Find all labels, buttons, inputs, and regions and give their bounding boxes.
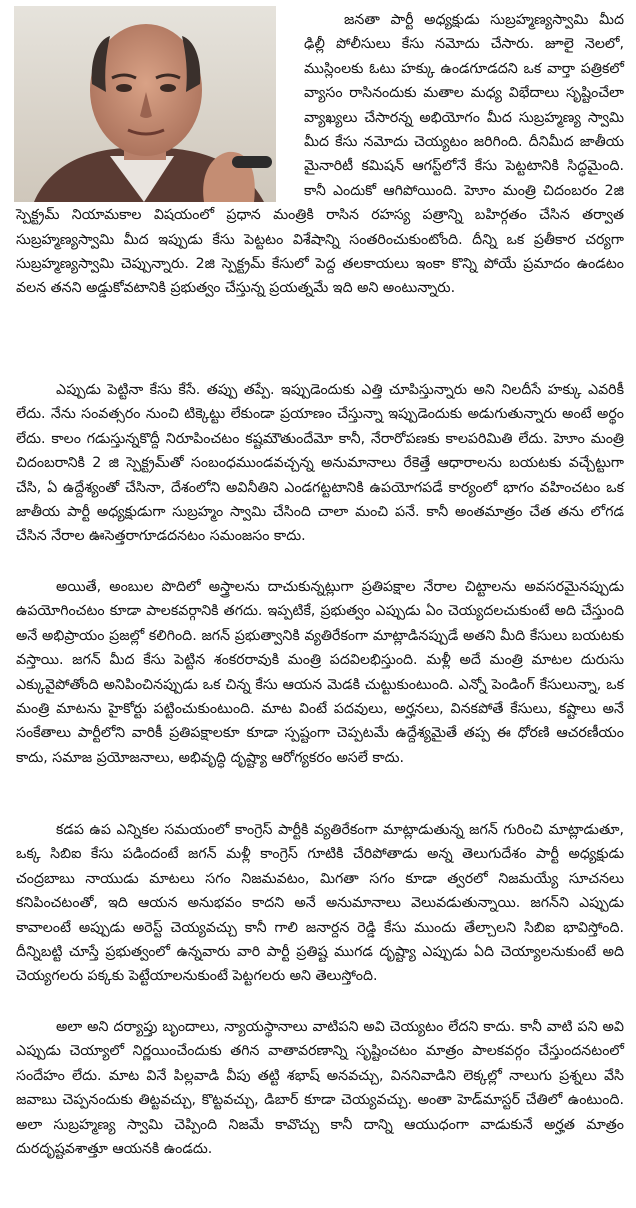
- paragraph-1-text: జనతా పార్టీ అధ్యక్షుడు సుబ్రహ్మణ్యస్వామి మీద ఢిల్లీ పోలీసులు కేసు నమోదు చేసారు. జూలై నెలలో, ముస్లింలకు ఓటు హక్కు ఉండగూడదని ఒక వార్తా పత్రికలో వ్యాసం రాసినందుకు మతాల మధ్య విభేదాలు సృష్టించేలా వ్యాఖ్యలు చేసారన్న అభియోగం మీద సుబ్రహ్మణ్య స్వామి మీద కేసు నమోదు చెయ్యటం జరిగింది. దీనిమీద జాతీయ మైనారిటీ కమిషన్ ఆగస్ట్‌లోనే కేసు పెట్టటానికి సిద్ధమైంది. కానీ ఎందుకో ఆగిపోయింది. హెూం మంత్రి చిదంబరం 2జి స్పెక్ట్రమ్ నియామకాల విషయంలో ప్రధాన మంత్రికి రాసిన రహస్య పత్రాన్ని బహిర్గతం చేసిన తర్వాత సుబ్రహ్మణ్యస్వామి మీద ఇప్పుడు కేసు పెట్టటం విశేషాన్ని సంతరించుకుంటోంది. దీన్ని ఒక ప్రతీకార చర్యగా సుబ్రహ్మణ్యస్వామి చెప్పున్నారు. 2జి స్పెక్ట్రమ్ కేసులో పెద్ద తలకాయలు ఇంకా కొన్ని పోయే ప్రమాదం ఉండటం వలన తనని అడ్డుకోవటానికి ప్రభుత్వం చేస్తున్న ప్రయత్నమే ఇది అని అంటున్నారు.: [16, 12, 624, 297]
- photo-text-wrap: [16, 8, 304, 192]
- paragraph-3-text: అయితే, అంబుల పొదిలో అస్త్రాలను దాచుకున్నట్లుగా ప్రతిపక్షాల నేరాల చిట్టాలను అవసరమైనప్పుడు ఉపయోగించటం కూడా పాలకవర్గానికి తగదు. ఇప్పటికే, ప్రభుత్వం ఎప్పుడు ఏం చెయ్యదలచుకుంటే అది చేస్తుంది అనే అభిప్రాయం ప్రజల్లో కలిగింది. జగన్ ప్రభుత్వానికి వ్యతిరేకంగా మాట్లాడినప్పుడే అతని మీది కేసులు బయటకు వస్తాయి. జగన్ మీద కేసు పెట్టిన శంకరరావుకి మంత్రి పదవిలభిస్తుంది. మళ్లీ అదే మంత్రి మాటల దురుసు ఎక్కువైపోతోంది అనిపించినప్పుడు ఒక చిన్న కేసు ఆయన మెడకి చుట్టుకుంటుంది. ఎన్నో పెండింగ్ కేసులున్నా, ఒక మంత్రి మాటను హైకోర్టు పట్టించుకుంటుంది. మాట వింటే పదవులు, అర్హనలు, వినకపోతే కేసులు, కష్టాలు అనే సంకేతాలు పార్టీలోని వారికీ ప్రతిపక్షాలకూ కూడా స్పష్టంగా చెప్పటమే ఉద్దేశ్యమైతే తప్ప ఈ ధోరణి ఆచరణీయం కాదు, సమాజ ప్రయోజనాలు, అభివృద్ధి దృష్ట్యా ఆరోగ్యకరం అసలే కాదు.: [16, 579, 624, 766]
- paragraph-5: [16, 1015, 624, 1161]
- paragraph-3: [16, 575, 624, 770]
- paragraph-1: [16, 8, 624, 301]
- paragraph-4: [16, 818, 624, 989]
- paragraph-4-text: కడప ఉప ఎన్నికల సమయంలో కాంగ్రెస్ పార్టీకి వ్యతిరేకంగా మాట్లాడుతున్న జగన్ గురించి మాట్లాడుతూ, ఒక్క సిబిఐ కేసు పడిందంటే జగన్ మళ్లీ కాంగ్రెస్ గూటికి చేరిపోతాడు అన్న తెలుగుదేశం పార్టీ అధ్యక్షుడు చంద్రబాబు నాయుడు మాటలు సగం నిజమవటం, మిగతా సగం కూడా త్వరలో నిజమయ్యే సూచనలు కనిపించటంతో, ఇది ఆయన అనుభవం కాదని అనే అనుమానాలు వెలువడుతున్నాయి. జగన్‌ని ఎప్పుడు కావాలంటే అప్పుడు అరెస్ట్ చెయ్యవచ్చు కానీ గాలి జనార్దన రెడ్డి కేసు ముందు తేల్చాలని సిబిఐ భావిస్తోంది. దీన్నిబట్టి చూస్తే ప్రభుత్వంలో ఉన్నవారు వారి పార్టీ ప్రతిష్ట ముగడ దృష్ట్యా ఎప్పుడు ఏది చెయ్యాలనుకుంటే అది చెయ్యగలరు పక్కకు పెట్టేయాలనుకుంటే పెట్టగలరు అని తెలుస్తోంది.: [16, 822, 624, 985]
- paragraph-2-text: ఎప్పుడు పెట్టినా కేసు కేసే. తప్పు తప్పే. ఇప్పుడెందుకు ఎత్తి చూపిస్తున్నారు అని నిలదీసే హక్కు ఎవరికీ లేదు. నేను సంవత్సరం నుంచి టిక్కెట్టు లేకుండా ప్రయాణం చేస్తున్నా ఇప్పుడెందుకు అడుగుతున్నారు అంటే అర్థం లేదు. కాలం గడుస్తున్నకొద్దీ నిరూపించటం కష్టమౌతుందేమో కానీ, నేరారోపణకు కాలపరిమితి లేదు. హెూం మంత్రి చిదంబరానికి 2 జి స్పెక్ట్రమ్‌తో సంబంధముండవచ్చన్న అనుమానాలు రేకెత్తే ఆధారాలను బయటకు వచ్చేట్టుగా చేసి, ఏ ఉద్దేశ్యంతో చేసినా, దేశంలోని అవినీతిని ఎండగట్టటానికి ఉపయోగపడే కార్యంలో భాగం వహించటం ఒక జాతీయ పార్టీ అధ్యక్షుడుగా సుబ్రహ్మం స్వామి చేసింది చాలా మంచి పనే. కానీ అంతమాత్రం చేత తను లోగడ చేసిన నేరాల ఊసెత్తరాగూడదనటం సమంజసం కాదు.: [16, 382, 624, 545]
- paragraph-5-text: అలా అని దర్యాప్తు బృందాలు, న్యాయస్థానాలు వాటిపని అవి చెయ్యటం లేదని కాదు. కానీ వాటి పని అవి ఎప్పుడు చెయ్యాలో నిర్ణయించేందుకు తగిన వాతావరణాన్ని సృష్టించటం మాత్రం పాలకవర్గం చేస్తుందనటంలో సందేహం లేదు. మాట వినే పిల్లవాడి వీపు తట్టి శభాష్ అనవచ్చు, విననివాడిని లెక్కల్లో నాలుగు ప్రశ్నలు వేసి జవాబు చెప్పనందుకు తిట్టవచ్చు, కొట్టవచ్చు, డిబార్ కూడా చెయ్యవచ్చు. అంతా హెడ్‌మాస్టర్ చేతిలో ఉంటుంది. అలా సుబ్రహ్మణ్య స్వామి చెప్పింది నిజమే కావొచ్చు కానీ దాన్ని ఆయుధంగా వాడుకునే అర్హత మాత్రం దురదృష్టవశాత్తూ ఆయనకి ఉండదు.: [16, 1019, 624, 1158]
- paragraph-2: [16, 378, 624, 549]
